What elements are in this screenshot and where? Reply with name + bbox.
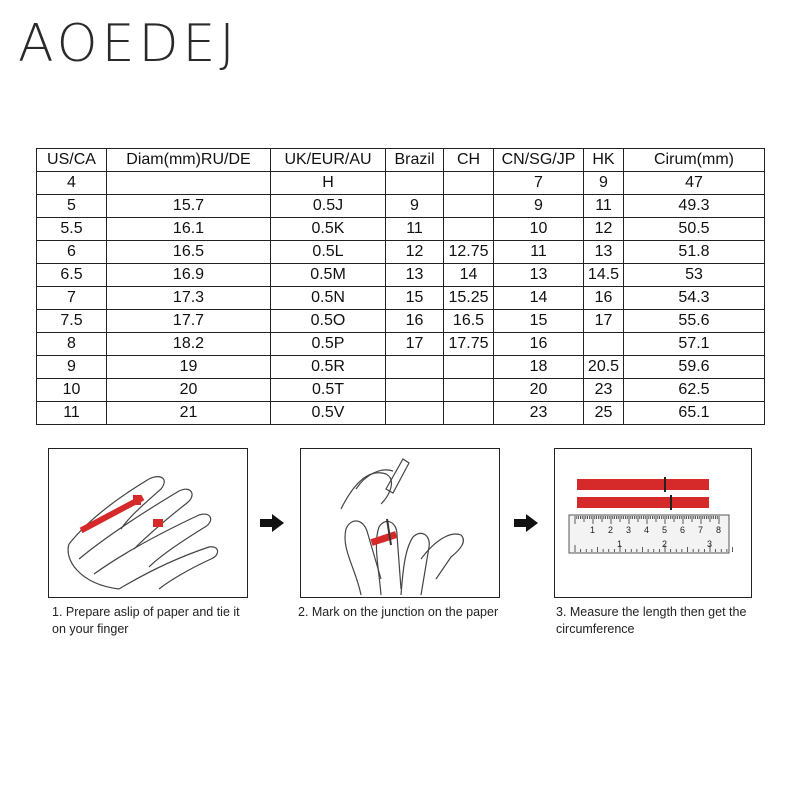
table-body [37,172,765,425]
ruler-cm-label: 2 [608,525,614,535]
step-1-caption [52,604,240,638]
table-cell: 11 [37,402,107,425]
table-cell: 13 [494,264,584,287]
table-cell: 0.5K [271,218,386,241]
table-cell [444,195,494,218]
table-cell: 23 [494,402,584,425]
ruler-cm-label: 5 [662,525,668,535]
table-row [37,310,765,333]
table-row [37,264,765,287]
step-2-panel [300,448,500,598]
table-cell [444,218,494,241]
table-cell: 15.7 [107,195,271,218]
table-cell: 20.5 [584,356,624,379]
table-cell: 14 [444,264,494,287]
column-header: UK/EUR/AU [271,149,386,172]
table-cell [584,333,624,356]
table-cell: 9 [37,356,107,379]
table-cell: 16.5 [107,241,271,264]
column-header: Brazil [386,149,444,172]
arrow-right-icon [258,512,286,534]
table-cell: 6.5 [37,264,107,287]
table-cell [386,379,444,402]
table-row [37,218,765,241]
step-2-caption [298,604,498,621]
table-cell: 65.1 [624,402,765,425]
table-row [37,241,765,264]
table-cell [386,356,444,379]
table-cell: 4 [37,172,107,195]
table-cell: 9 [584,172,624,195]
step-2-caption-line1: 2. Mark on the junction on the paper [298,605,499,619]
step-3-caption-line2: circumference [556,622,635,636]
table-cell [444,172,494,195]
table-cell: 17 [386,333,444,356]
column-header: Diam(mm)RU/DE [107,149,271,172]
table-cell [444,379,494,402]
table-row [37,402,765,425]
table-cell: 12 [584,218,624,241]
table-cell: 0.5O [271,310,386,333]
ring-size-table [36,148,765,425]
table-cell: 13 [386,264,444,287]
hand-marking-strip-icon [301,449,498,596]
table-cell: 50.5 [624,218,765,241]
ruler-cm-label: 8 [716,525,722,535]
table-cell: 16 [494,333,584,356]
table-cell: 9 [494,195,584,218]
ruler-cm-label: 6 [680,525,686,535]
table-cell [444,402,494,425]
table-cell: 49.3 [624,195,765,218]
table-row [37,333,765,356]
brand-logo: AOEDEJ [18,14,239,74]
table-cell: 7 [494,172,584,195]
table-cell [107,172,271,195]
table-cell: 15.25 [444,287,494,310]
table-header-row [37,149,765,172]
column-header: HK [584,149,624,172]
table-cell: 20 [107,379,271,402]
table-cell: 19 [107,356,271,379]
ruler-inch-label: 3 [707,539,713,549]
table-cell: 53 [624,264,765,287]
table-cell: 17 [584,310,624,333]
table-cell: 14.5 [584,264,624,287]
table-cell: 17.3 [107,287,271,310]
table-cell: 0.5P [271,333,386,356]
table-cell: 0.5V [271,402,386,425]
table-cell: 11 [386,218,444,241]
step-1-panel [48,448,248,598]
table-cell: 5 [37,195,107,218]
table-cell: 62.5 [624,379,765,402]
step-3-panel [554,448,752,598]
table-cell: 10 [494,218,584,241]
table-cell: 0.5M [271,264,386,287]
table-cell: 14 [494,287,584,310]
table-cell: 0.5R [271,356,386,379]
hand-with-paper-strip-icon [49,449,246,596]
table-cell: 15 [494,310,584,333]
table-cell: 0.5T [271,379,386,402]
table-cell: 21 [107,402,271,425]
table-cell: 47 [624,172,765,195]
table-cell: 6 [37,241,107,264]
step-3-caption [556,604,746,638]
ruler-cm-label: 7 [698,525,704,535]
table-cell: 0.5J [271,195,386,218]
step-3-caption-line1: 3. Measure the length then get the [556,605,747,619]
table-cell: 59.6 [624,356,765,379]
table-cell: 15 [386,287,444,310]
table-cell: 11 [494,241,584,264]
table-cell: 16.9 [107,264,271,287]
table-cell [386,172,444,195]
table-cell: 20 [494,379,584,402]
column-header: CH [444,149,494,172]
table-cell [386,402,444,425]
table-cell: 9 [386,195,444,218]
table-cell: 16.5 [444,310,494,333]
table-row [37,195,765,218]
table-cell: 17.75 [444,333,494,356]
table-cell: 57.1 [624,333,765,356]
arrow-right-icon [512,512,540,534]
table-cell [444,356,494,379]
table-cell: 7.5 [37,310,107,333]
ruler-measure-icon [555,449,750,596]
table-cell: H [271,172,386,195]
table-cell: 18 [494,356,584,379]
column-header: CN/SG/JP [494,149,584,172]
table-cell: 0.5L [271,241,386,264]
ruler-cm-label: 4 [644,525,650,535]
table-cell: 10 [37,379,107,402]
table-cell: 0.5N [271,287,386,310]
ruler-cm-label: 1 [590,525,596,535]
ruler-inch-label: 1 [617,539,623,549]
ruler-cm-label: 3 [626,525,632,535]
table-cell: 18.2 [107,333,271,356]
table-cell: 51.8 [624,241,765,264]
table-cell: 16 [386,310,444,333]
table-cell: 55.6 [624,310,765,333]
step-1-caption-line2: on your finger [52,622,129,636]
table-row [37,287,765,310]
table-row [37,379,765,402]
ruler-inch-label: 2 [662,539,668,549]
table-cell: 23 [584,379,624,402]
column-header: Cirum(mm) [624,149,765,172]
table-cell: 13 [584,241,624,264]
table-cell: 5.5 [37,218,107,241]
table-row [37,172,765,195]
table-cell: 25 [584,402,624,425]
table-row [37,356,765,379]
table-cell: 16.1 [107,218,271,241]
table-cell: 12 [386,241,444,264]
table-cell: 8 [37,333,107,356]
table-cell: 12.75 [444,241,494,264]
table-cell: 17.7 [107,310,271,333]
table-cell: 11 [584,195,624,218]
table-cell: 7 [37,287,107,310]
table-cell: 16 [584,287,624,310]
column-header: US/CA [37,149,107,172]
table-cell: 54.3 [624,287,765,310]
step-1-caption-line1: 1. Prepare aslip of paper and tie it [52,605,240,619]
